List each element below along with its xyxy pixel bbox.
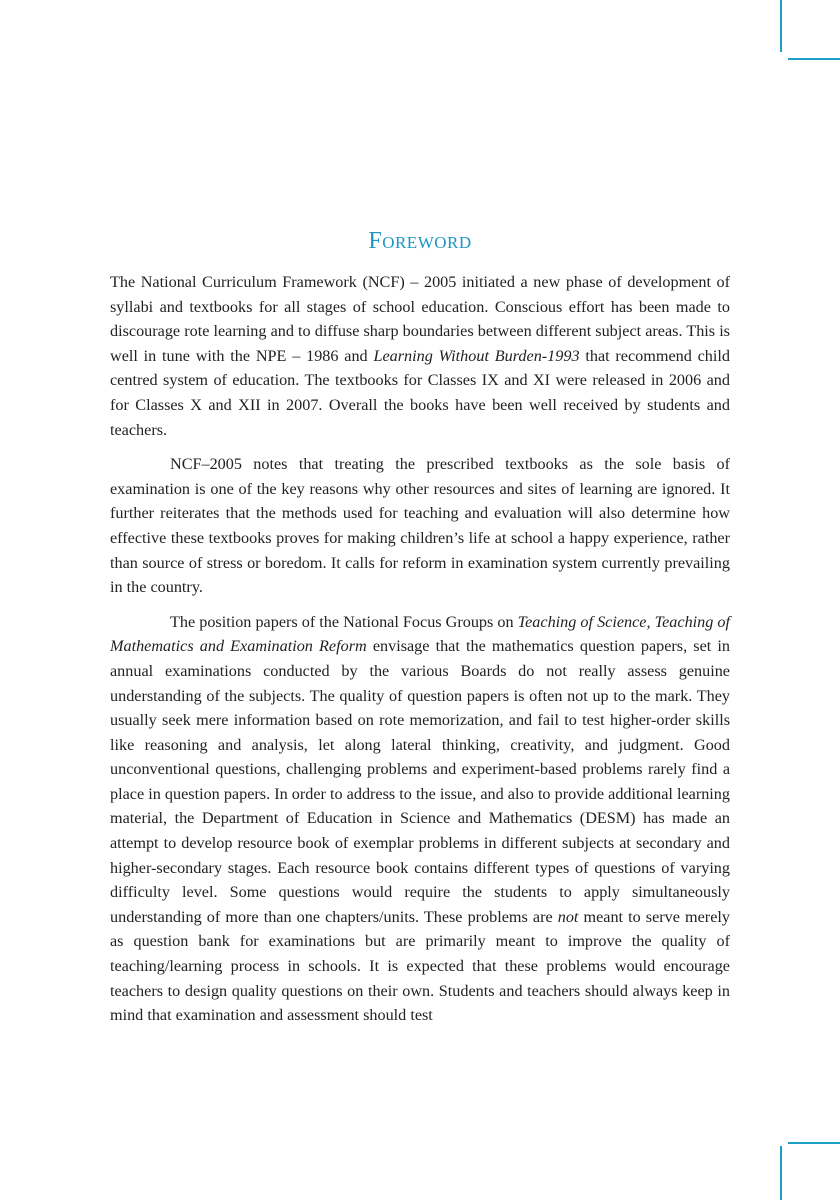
paragraph-3-text-c: meant to serve merely as question bank for examinations but are primarily meant to improve the quality of teaching/learning process in schools. It is expected that these problems would encourage teachers to design quality questions on their own. Students and teachers should always keep in mind that examination and assessment should test <box>110 907 730 1025</box>
crop-mark-top-horizontal <box>788 58 840 60</box>
paragraph-1 <box>110 270 730 442</box>
crop-mark-top-vertical <box>780 0 782 52</box>
paragraph-3 <box>110 610 730 1028</box>
paragraph-3-focus-group-titles: Teaching of Science, Teaching of Mathematics and Examination Reform <box>110 612 730 656</box>
crop-mark-bottom-horizontal <box>788 1142 840 1144</box>
paragraph-1-text-b: that recommend child centred system of education. The textbooks for Classes IX and XI were released in 2006 and for Classes X and XII in 2007. Overall the books have been well received by students and teachers. <box>110 346 730 439</box>
paragraph-3-text-a: The position papers of the National Focus Groups on <box>170 612 518 631</box>
paragraph-1-title-learning-without-burden: Learning Without Burden-1993 <box>373 346 580 365</box>
paragraph-3-emphasis-not: not <box>557 907 579 926</box>
paragraph-2-text: NCF–2005 notes that treating the prescribed textbooks as the sole basis of examination is one of the key reasons why other resources and sites of learning are ignored. It further reiterates that the methods used for teaching and evaluation will also determine how effective these textbooks proves for making children’s life at school a happy experience, rather than source of stress or boredom. It calls for reform in examination system currently prevailing in the country. <box>110 455 730 597</box>
page-title: Foreword <box>368 228 472 254</box>
crop-mark-bottom-vertical <box>780 1146 782 1200</box>
paragraph-1-text-a: The National Curriculum Framework (NCF) – 2005 initiated a new phase of development of syllabi and textbooks for all stages of school education. Conscious effort has been made to discourage rote learning and to diffuse sharp boundaries between different subject areas. This is well in tune with the NPE – 1986 and <box>110 273 730 365</box>
foreword-body <box>110 270 730 1038</box>
paragraph-2 <box>110 452 730 600</box>
paragraph-3-text-b: envisage that the mathematics question papers, set in annual examinations conducted by the various Boards do not really assess genuine understanding of the subjects. The quality of question papers is often not up to the mark. They usually seek mere information based on rote memorization, and fail to test higher-order skills like reasoning and analysis, let along lateral thinking, creativity, and judgment. Good unconventional questions, challenging problems and experiment-based problems rarely find a place in question papers. In order to address to the issue, and also to provide additional learning material, the Department of Education in Science and Mathematics (DESM) has made an attempt to develop resource book of exemplar problems in different subjects at secondary and higher-secondary stages. Each resource book contains different types of questions of varying difficulty level. Some questions would require the students to apply simultaneously understanding of more than one chapters/units. These problems are <box>110 637 730 926</box>
